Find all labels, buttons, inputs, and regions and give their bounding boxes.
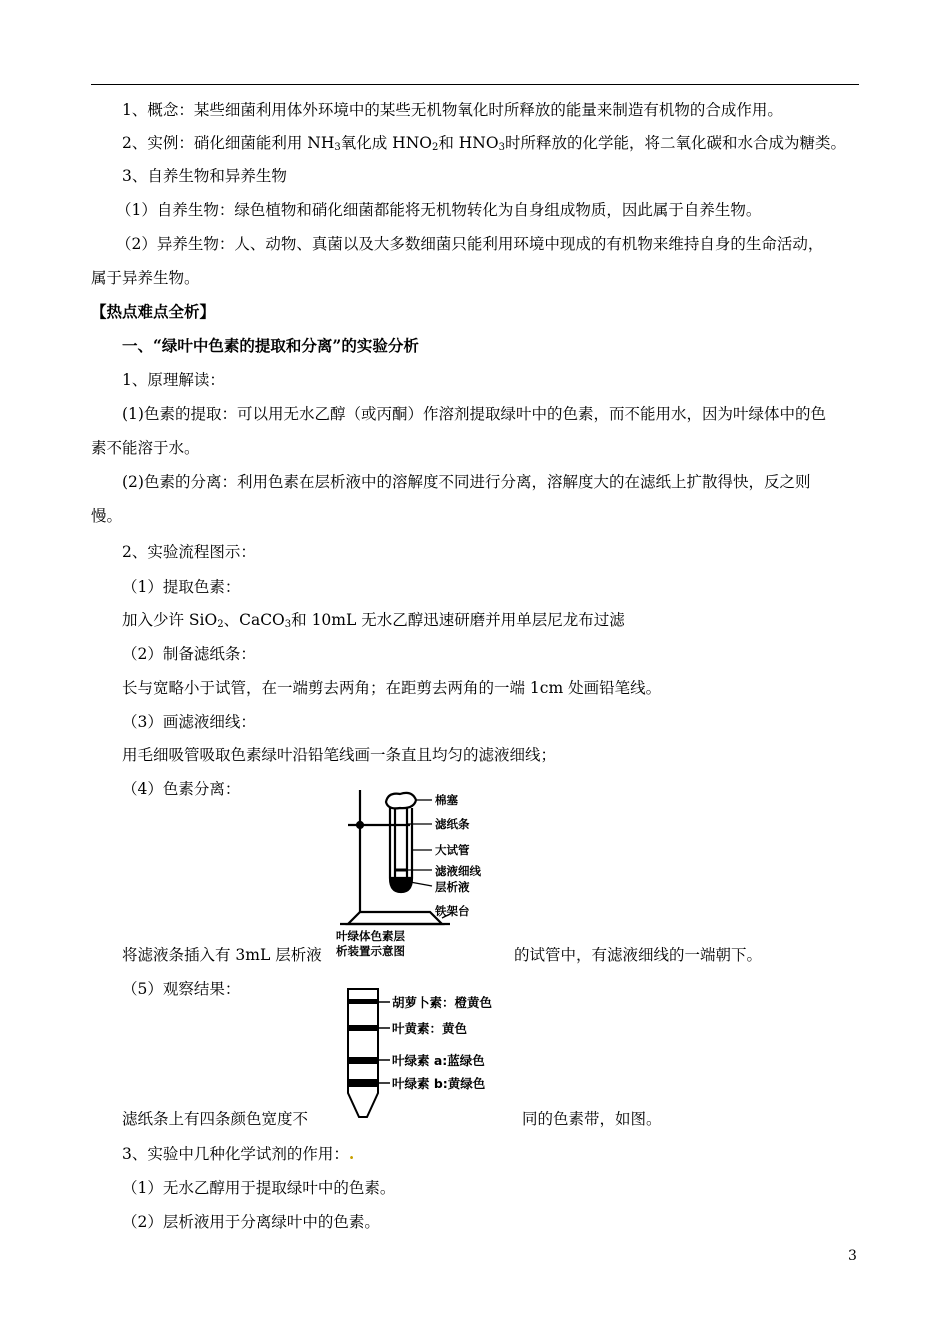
text-line: 长与宽略小于试管，在一端剪去两角；在距剪去两角的一端 1cm 处画铅笔线。 [122, 679, 662, 697]
text-line: 用毛细吸管吸取色素绿叶沿铅笔线画一条直且均匀的滤液细线； [122, 746, 557, 764]
text-line: 的试管中，有滤液细线的一端朝下。 [514, 946, 763, 964]
text-line: 2、实验流程图示： [122, 543, 256, 561]
text-line: （2）层析液用于分离绿叶中的色素。 [122, 1213, 380, 1231]
text-line: 滤纸条上有四条颜色宽度不 [122, 1110, 309, 1128]
pigment-bands-figure [340, 985, 520, 1125]
text-line: （2）异养生物：人、动物、真菌以及大多数细菌只能利用环境中现成的有机物来维持自身的生命活动， [116, 235, 824, 253]
text-line: 3、自养生物和异养生物 [122, 167, 287, 185]
text-line: 3、实验中几种化学试剂的作用：. [122, 1144, 355, 1163]
figure-caption: 析装置示意图 [336, 944, 405, 958]
text-line: 加入少许 SiO$_2$、CaCO$_3$和 10mL 无水乙醇迅速研磨并用单层尼龙布过滤 [122, 611, 625, 630]
figure-label: 铁架台 [435, 904, 470, 918]
subsection-heading: 一、“绿叶中色素的提取和分离”的实验分析 [122, 336, 419, 355]
text-line: 同的色素带，如图。 [522, 1110, 662, 1128]
section-heading: 【热点难点全析】 [91, 302, 216, 321]
marker-dot: . [348, 1144, 355, 1163]
figure-label: 叶绿素 a:蓝绿色 [392, 1053, 485, 1068]
figure-caption: 叶绿体色素层 [336, 929, 405, 943]
figure-label: 层析液 [435, 880, 470, 894]
text-line: 素不能溶于水。 [91, 439, 200, 457]
figure-label: 棉塞 [435, 793, 458, 807]
text-line: （1）无水乙醇用于提取绿叶中的色素。 [122, 1179, 396, 1197]
figure-label: 胡萝卜素：橙黄色 [392, 995, 493, 1010]
text-line: 慢。 [91, 507, 123, 525]
text-line: （1）自养生物：绿色植物和硝化细菌都能将无机物转化为自身组成物质，因此属于自养生物。 [116, 201, 762, 219]
figure-label: 叶绿素 b:黄绿色 [392, 1076, 486, 1091]
text-line: （4）色素分离： [122, 780, 241, 798]
text-line: 1、原理解读： [122, 371, 225, 389]
figure-label: 滤液细线 [435, 864, 481, 878]
text-line: 1、概念：某些细菌利用体外环境中的某些无机物氧化时所释放的能量来制造有机物的合成作用。 [122, 101, 783, 119]
text-line: 属于异养生物。 [91, 269, 200, 287]
text-line: 将滤液条插入有 3mL 层析液 [122, 946, 322, 964]
figure-label: 大试管 [435, 843, 470, 857]
chromatography-apparatus-figure [330, 782, 520, 962]
text-line: 2、实例：硝化细菌能利用 $NH_3$氧化成 $HNO_2$和 $HNO_3$时所释放的化学能，将二氧化碳和水合成为糖类。 [122, 134, 846, 153]
figure-label: 滤纸条 [435, 817, 470, 831]
header-rule [91, 84, 859, 85]
figure-label: 叶黄素：黄色 [392, 1021, 468, 1036]
text-line: （5）观察结果： [122, 980, 241, 998]
page-number: 3 [848, 1248, 857, 1264]
text-line: (1)色素的提取：可以用无水乙醇（或丙酮）作溶剂提取绿叶中的色素，而不能用水，因为叶绿体中的色 [122, 405, 826, 423]
text-line: （3）画滤液细线： [122, 713, 256, 731]
text-line: （1）提取色素： [122, 578, 241, 596]
text-line: （2）制备滤纸条： [122, 645, 256, 663]
text-line: (2)色素的分离：利用色素在层析液中的溶解度不同进行分离，溶解度大的在滤纸上扩散得快，反之则 [122, 473, 811, 491]
